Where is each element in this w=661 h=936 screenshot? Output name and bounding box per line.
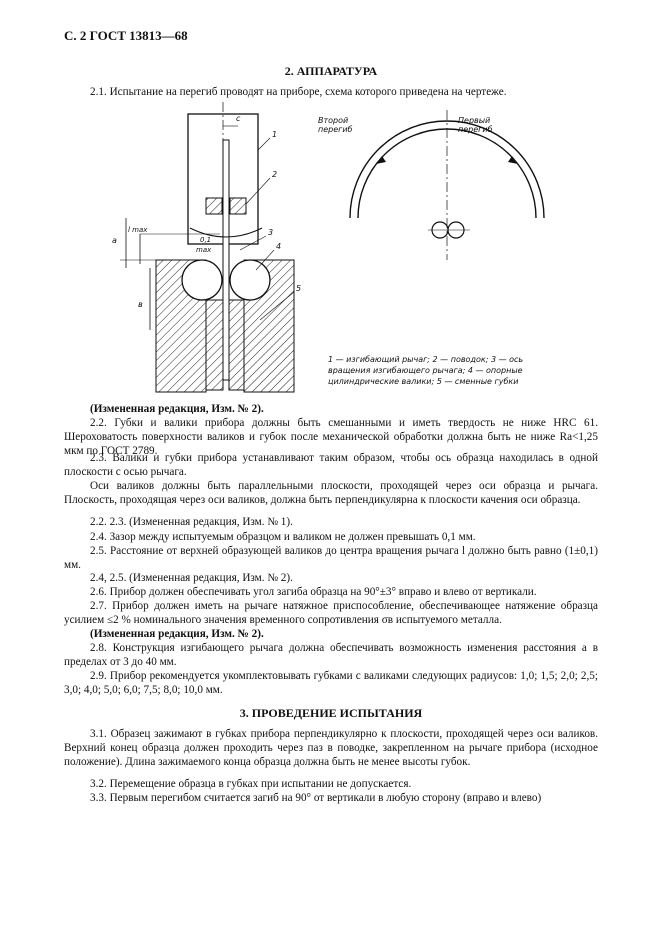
label-first-bend: Первый перегиб xyxy=(458,116,493,134)
label-max: max xyxy=(196,246,212,254)
label-2: 2 xyxy=(272,170,278,179)
para-2-3a: 2.3. Валики и губки прибора устанавливают таким образом, чтобы ось образца находилась в одной плоскости с осью рычага. xyxy=(64,452,598,478)
para-2-2: 2.2. Губки и валики прибора должны быть смешанными и иметь твердость не ниже HRC 61. Шероховатость поверхности валиков и губок после механической обработки должна быть не ниже Ra<1,25 мкм по ГОСТ 2789. xyxy=(64,417,598,457)
edit-note-3: 2.4, 2.5. (Измененная редакция, Изм. № 2). xyxy=(90,572,293,584)
para-2-6: 2.6. Прибор должен обеспечивать угол загиба образца на 90°±3° вправо и влево от вертикали. xyxy=(90,586,537,598)
label-1: 1 xyxy=(272,130,278,139)
label-4: 4 xyxy=(276,242,282,251)
para-3-3: 3.3. Первым перегибом считается загиб на 90° от вертикали в любую сторону (вправо и влево) xyxy=(90,792,542,804)
label-gap: 0,1 xyxy=(200,236,212,244)
apparatus-figure xyxy=(60,100,600,400)
para-2-9: 2.9. Прибор рекомендуется укомплектовывать губками с валиками следующих радиусов: 1,0; 1,5; 2,0; 2,5; 3,0; 4,0; 5,0; 6,0; 7,5; 8,0; 10,0 мм. xyxy=(64,670,598,696)
label-3: 3 xyxy=(268,228,274,237)
para-2-3b: Оси валиков должны быть параллельными плоскости, проходящей через оси образца и рычага. Плоскость, проходящая через оси валиков, должна быть перпендикулярна к плоскости качения оси образца. xyxy=(64,480,598,506)
para-2-8: 2.8. Конструкция изгибающего рычага должна обеспечивать возможность изменения расстояния a в пределах от 3 до 40 мм. xyxy=(64,642,598,668)
edit-note-4: (Измененная редакция, Изм. № 2). xyxy=(90,628,264,640)
figure-legend: 1 — изгибающий рычаг; 2 — поводок; 3 — ось вращения изгибающего рычага; 4 — опорные цилиндрические валики; 5 — сменные губки xyxy=(328,355,524,386)
label-a: a xyxy=(112,236,117,245)
page-header: С. 2 ГОСТ 13813—68 xyxy=(64,28,188,43)
para-2-7: 2.7. Прибор должен иметь на рычаге натяжное приспособление, обеспечивающее натяжение образца усилием ≤2 % номинального значения временного сопротивления σв испытуемого металла. xyxy=(64,600,598,626)
para-2-1: 2.1. Испытание на перегиб проводят на приборе, схема которого приведена на чертеже. xyxy=(90,86,507,98)
para-3-1: 3.1. Образец зажимают в губках прибора перпендикулярно к плоскости, проходящей через оси валиков. Верхний конец образца должен проходить через паз в поводке, закрепленном на рычаге прибора (исходное положение). Длина зажимаемого конца образца должна быть не менее высоты губок. xyxy=(64,728,598,768)
para-2-4: 2.4. Зазор между испытуемым образцом и валиком не должен превышать 0,1 мм. xyxy=(90,531,476,543)
label-c: c xyxy=(236,114,241,123)
edit-note-2: 2.2. 2.3. (Измененная редакция, Изм. № 1). xyxy=(90,516,293,528)
label-second-bend: Второй перегиб xyxy=(318,116,353,134)
para-2-5: 2.5. Расстояние от верхней образующей валиков до центра вращения рычага l должно быть равно (1±0,1) мм. xyxy=(64,545,598,571)
edit-note-1: (Измененная редакция, Изм. № 2). xyxy=(90,403,264,415)
para-3-2: 3.2. Перемещение образца в губках при испытании не допускается. xyxy=(90,778,412,790)
section-3-title: 3. ПРОВЕДЕНИЕ ИСПЫТАНИЯ xyxy=(239,706,423,720)
label-b: в xyxy=(138,300,143,309)
label-5: 5 xyxy=(296,284,302,293)
label-lmax: l max xyxy=(128,226,148,234)
bend-diagram xyxy=(350,110,544,260)
section-2-title: 2. АППАРАТУРА xyxy=(284,64,378,78)
